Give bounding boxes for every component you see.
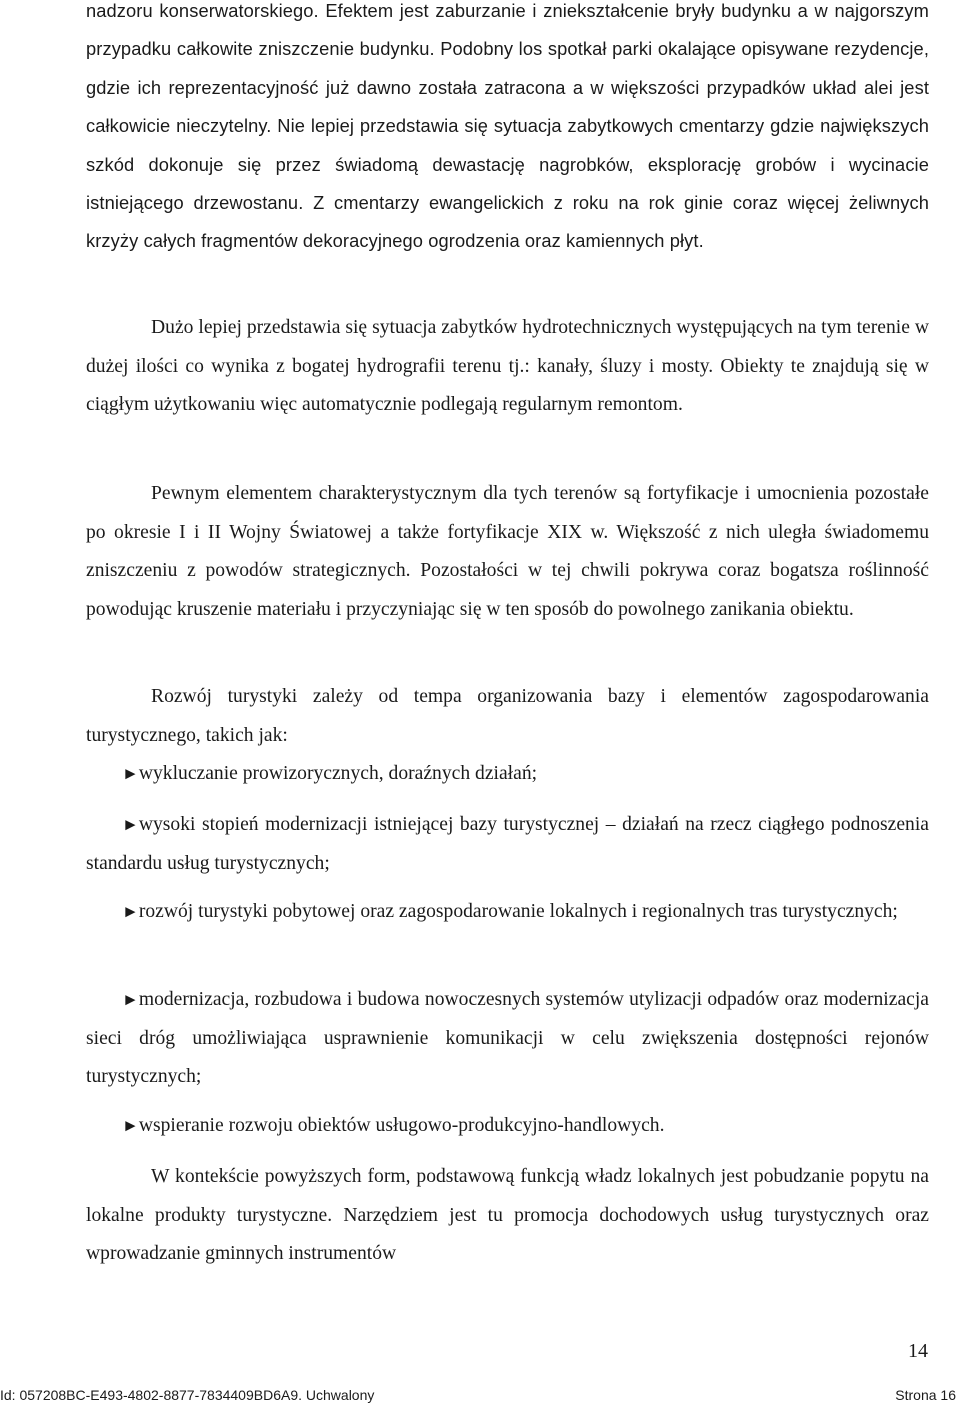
list-item xyxy=(86,893,929,932)
paragraph-tourism-development: Rozwój turystyki zależy od tempa organizowania bazy i elementów zagospodarowania turystycznego, takich jak: xyxy=(86,686,929,746)
paragraph-monuments-condition: nadzoru konserwatorskiego. Efektem jest zaburzanie i zniekształcenie bryły budynku a w najgorszym przypadku całkowite zniszczenie budynku. Podobny los spotkał parki okalające opisywane rezydencje, gdzie ich reprezentacyjność już dawno została zatracona a w większości przypadków układ alei jest całkowicie nieczytelny. Nie lepiej przedstawia się sytuacja zabytkowych cmentarzy gdzie największych szkód dokonuje się przez świadomą dewastację nagrobków, eksplorację grobów i wycinacie istniejącego drzewostanu. Z cmentarzy ewangelickich z roku na rok ginie coraz więcej żeliwnych krzyży całych fragmentów dekoracyjnego ogrodzenia oraz kamiennych płyt. xyxy=(86,0,929,252)
list-item xyxy=(86,806,929,883)
list-item-text: wysoki stopień modernizacji istniejącej bazy turystycznej – działań na rzecz ciągłego podnoszenia standardu usług turystycznych; xyxy=(86,814,929,874)
list-item-text: modernizacja, rozbudowa i budowa nowoczesnych systemów utylizacji odpadów oraz modernizacja sieci dróg umożliwiająca usprawnienie komunikacji w celu zwiększenia dostępności rejonów turystycznych; xyxy=(86,989,929,1088)
list-item xyxy=(86,755,929,794)
arrow-bullet-icon: ► xyxy=(122,764,139,783)
arrow-bullet-icon: ► xyxy=(122,902,139,921)
footer-page-label: Strona 16 xyxy=(895,1387,956,1403)
list-item xyxy=(86,981,929,1097)
list-item xyxy=(86,1107,929,1146)
page-number: 14 xyxy=(908,1340,928,1362)
paragraph-local-authorities: W kontekście powyższych form, podstawową funkcją władz lokalnych jest pobudzanie popytu na lokalne produkty turystyczne. Narzędziem jest tu promocja dochodowych usług turystycznych oraz wprowadzanie gminnych instrumentów xyxy=(86,1166,929,1265)
footer xyxy=(0,1384,956,1406)
paragraph-fortifications: Pewnym elementem charakterystycznym dla tych terenów są fortyfikacje i umocnienia pozostałe po okresie I i II Wojny Światowej a także fortyfikacje XIX w. Większość z nich uległa świadomemu zniszczeniu z powodów strategicznych. Pozostałości w tej chwili pokrywa coraz bogatsza roślinność powodując kruszenie materiału i przyczyniając się w ten sposób do powolnego zanikania obiektu. xyxy=(86,483,929,620)
arrow-bullet-icon: ► xyxy=(122,1116,139,1135)
list-item-text: rozwój turystyki pobytowej oraz zagospodarowanie lokalnych i regionalnych tras turystycznych; xyxy=(138,901,898,922)
list-item-text: wspieranie rozwoju obiektów usługowo-produkcyjno-handlowych. xyxy=(138,1115,665,1136)
list-item-text: wykluczanie prowizorycznych, doraźnych działań; xyxy=(138,763,538,784)
arrow-bullet-icon: ► xyxy=(122,815,139,834)
paragraph-hydrotechnical-monuments: Dużo lepiej przedstawia się sytuacja zabytków hydrotechnicznych występujących na tym terenie w dużej ilości co wynika z bogatej hydrografii terenu tj.: kanały, śluzy i mosty. Obiekty te znajdują się w ciągłym użytkowaniu więc automatycznie podlegają regularnym remontom. xyxy=(86,317,929,416)
arrow-bullet-icon: ► xyxy=(122,990,139,1009)
footer-document-id: Id: 057208BC-E493-4802-8877-7834409BD6A9. Uchwalony xyxy=(0,1387,375,1403)
